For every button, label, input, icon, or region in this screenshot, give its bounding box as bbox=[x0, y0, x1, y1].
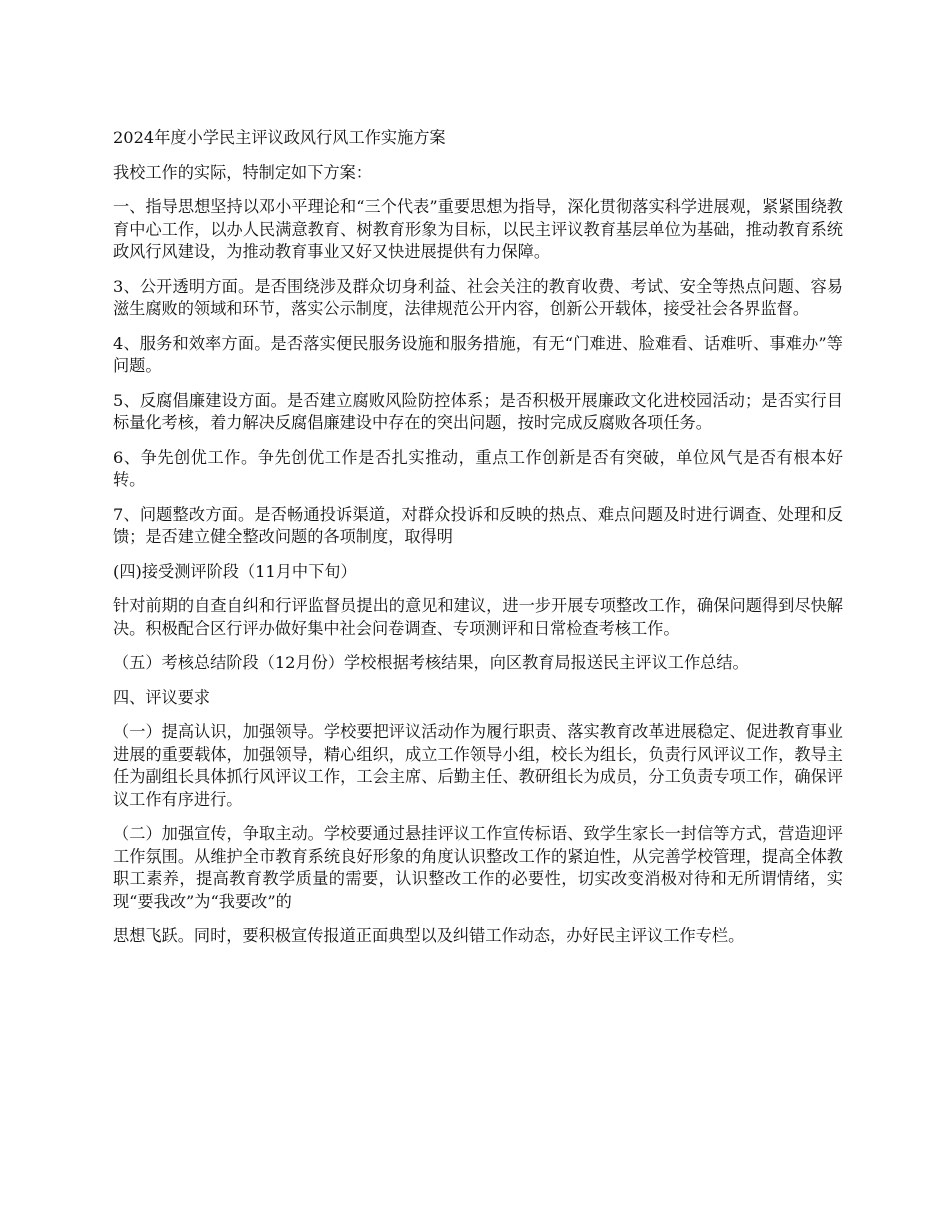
paragraph-service-efficiency: 4、服务和效率方面。是否落实便民服务设施和服务措施，有无“门难进、脸难看、话难听、事难办”等问题。 bbox=[113, 333, 843, 375]
document-title: 2024年度小学民主评议政风行风工作实施方案 bbox=[113, 128, 446, 147]
paragraph-leadership: （一）提高认识，加强领导。学校要把评议活动作为履行职责、落实教育改革进展稳定、促进教育事业进展的重要载体，加强领导，精心组织，成立工作领导小组，校长为组长，负责行风评议工作，教导主任为副组长具体抓行风评议工作，工会主席、后勤主任、教研组长为成员，分工负责专项工作，确保评议工作有序进行。 bbox=[113, 722, 843, 809]
paragraph-guiding-ideology: 一、指导思想坚持以邓小平理论和“三个代表”重要思想为指导，深化贯彻落实科学进展观，紧紧围绕教育中心工作，以办人民满意教育、树教育形象为目标，以民主评议教育基层单位为基础，推动教育系统政风行风建设，为推动教育事业又好又快进展提供有力保障。 bbox=[113, 197, 843, 261]
document-page bbox=[113, 127, 843, 960]
paragraph-publicity: （二）加强宣传，争取主动。学校要通过悬挂评议工作宣传标语、致学生家长一封信等方式，营造迎评工作氛围。从维护全市教育系统良好形象的角度认识整改工作的紧迫性，从完善学校管理，提高全体教职工素养，提高教育教学质量的需要，认识整改工作的必要性，切实改变消极对待和无所谓情绪，实现“要我改”为“我要改”的 bbox=[113, 824, 843, 911]
paragraph-ideological-leap: 思想飞跃。同时，要积极宣传报道正面典型以及纠错工作动态，办好民主评议工作专栏。 bbox=[113, 926, 745, 945]
section-heading-requirements: 四、评议要求 bbox=[113, 687, 211, 707]
paragraph-intro: 我校工作的实际，特制定如下方案： bbox=[113, 162, 372, 182]
paragraph-evaluation-stage: (四)接受测评阶段（11月中下旬） bbox=[113, 561, 357, 581]
paragraph-special-rectification: 针对前期的自查自纠和行评监督员提出的意见和建议，进一步开展专项整改工作，确保问题得到尽快解决。积极配合区行评办做好集中社会问卷调查、专项测评和日常检查考核工作。 bbox=[113, 596, 843, 638]
paragraph-rectification: 7、问题整改方面。是否畅通投诉渠道，对群众投诉和反映的热点、难点问题及时进行调查、处理和反馈；是否建立健全整改问题的各项制度，取得明 bbox=[113, 504, 843, 546]
paragraph-excellence: 6、争先创优工作。争先创优工作是否扎实推动，重点工作创新是否有突破，单位风气是否有根本好转。 bbox=[113, 447, 843, 489]
paragraph-transparency: 3、公开透明方面。是否围绕涉及群众切身利益、社会关注的教育收费、考试、安全等热点问题、容易滋生腐败的领域和环节，落实公示制度，法律规范公开内容，创新公开载体，接受社会各界监督。 bbox=[113, 276, 843, 318]
paragraph-anti-corruption: 5、反腐倡廉建设方面。是否建立腐败风险防控体系；是否积极开展廉政文化进校园活动；是否实行目标量化考核，着力解决反腐倡廉建设中存在的突出问题，按时完成反腐败各项任务。 bbox=[113, 390, 843, 432]
paragraph-summary-stage: （五）考核总结阶段（12月份）学校根据考核结果，向区教育局报送民主评议工作总结。 bbox=[113, 653, 749, 672]
